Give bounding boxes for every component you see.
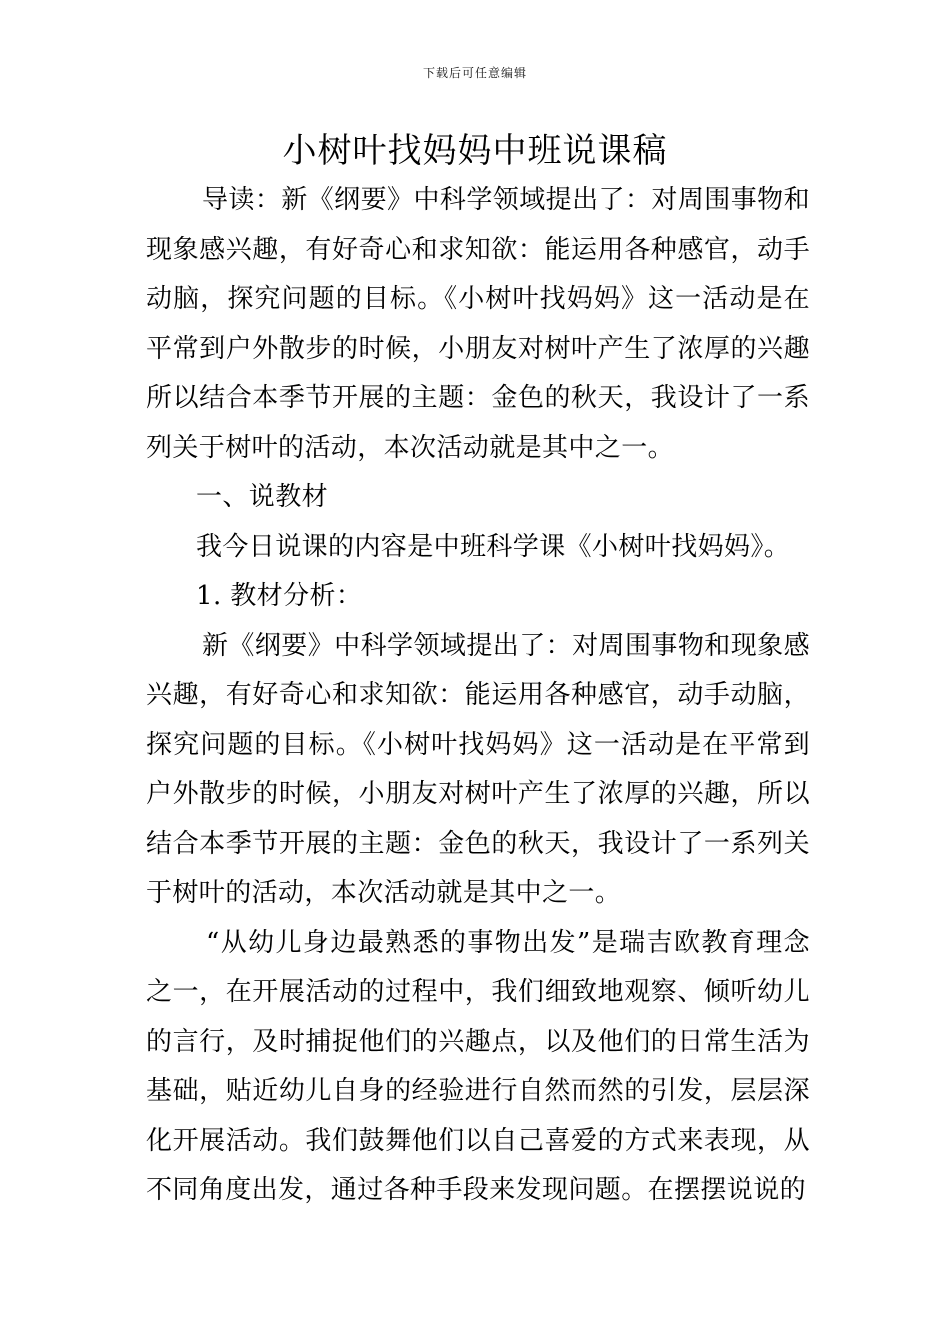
- document-title: 小树叶找妈妈中班说课稿: [282, 131, 668, 171]
- section-heading-textbook: 一、说教材: [196, 482, 329, 512]
- reggio-paragraph: “从幼儿身边最熟悉的事物出发”是瑞吉欧教育理念之一，在开展活动的过程中，我们细致地观察、倾听幼儿的言行，及时捕捉他们的兴趣点，以及他们的日常生活为基础，贴近幼儿自身的经验进行自然而然的引发，层层深化开展活动。我们鼓舞他们以自己喜爱的方式来表现，从不同角度出发，通过各种手段来发现问题。在摆摆说说的: [146, 927, 810, 1205]
- lesson-content-paragraph: 我今日说课的内容是中班科学课《小树叶找妈妈》。: [196, 531, 791, 562]
- intro-paragraph: 导读：新《纲要》中科学领域提出了：对周围事物和现象感兴趣，有好奇心和求知欲：能运用各种感官，动手动脑，探究问题的目标。《小树叶找妈妈》这一活动是在平常到户外散步的时候，小朋友对树叶产生了浓厚的兴趣所以结合本季节开展的主题：金色的秋天，我设计了一系列关于树叶的活动，本次活动就是其中之一。: [146, 185, 810, 463]
- document-body: [146, 176, 810, 1216]
- analysis-paragraph: 新《纲要》中科学领域提出了：对周围事物和现象感兴趣，有好奇心和求知欲：能运用各种感官，动手动脑，探究问题的目标。《小树叶找妈妈》这一活动是在平常到户外散步的时候，小朋友对树叶产生了浓厚的兴趣，所以结合本季节开展的主题：金色的秋天，我设计了一系列关于树叶的活动，本次活动就是其中之一。: [146, 630, 810, 908]
- subsection-heading-analysis: 1. 教材分析：: [196, 581, 363, 611]
- header-note: 下载后可任意编辑: [422, 66, 527, 80]
